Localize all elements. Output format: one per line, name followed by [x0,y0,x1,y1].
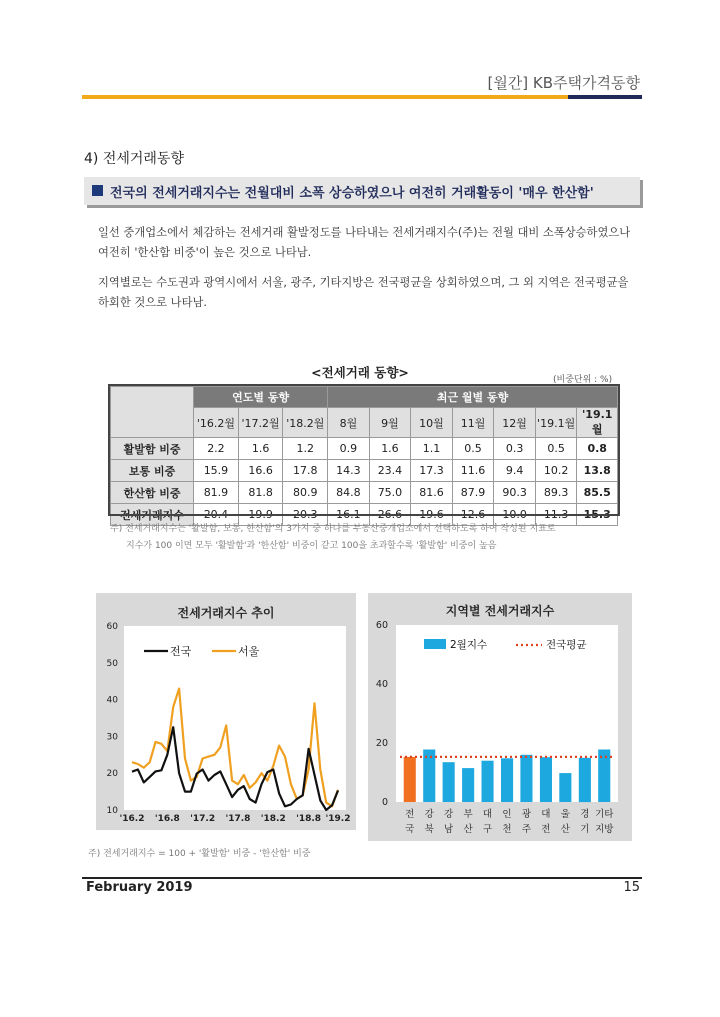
y-tick-label: 20 [375,738,388,749]
table-cell: 1.6 [238,438,283,460]
x-tick-label: 전 [405,809,415,820]
table-row [111,482,618,504]
x-tick-label: 국 [405,824,415,835]
table-cell: 10.0 [494,504,536,526]
bar [540,757,552,802]
table-cell: 81.6 [411,482,453,504]
table-note-1: 주) 전세거래지수는 '활발함, 보통, 한산함'의 3가지 중 하나를 부동산중개업소에서 선택하도록 하여 작성된 지표로 [110,524,556,534]
table-cell: 20.3 [283,504,328,526]
bar [559,773,571,802]
x-tick-label: 지방 [595,824,614,835]
x-tick-label: 기타 [595,809,614,820]
row-label: 한산함 비중 [111,482,194,504]
x-tick-label: 강 [444,809,454,820]
page-number: 15 [623,880,640,895]
section-title: 4) 전세거래동향 [84,151,184,167]
table-cell: 14.3 [328,460,370,482]
x-tick-label: 남 [444,824,454,835]
x-tick-label: '16.2 [119,814,145,824]
x-tick-label: 대 [482,809,493,820]
column-header: '18.2월 [283,408,328,438]
table-cell: 10.2 [535,460,577,482]
x-tick-label: 광 [521,809,532,820]
table-cell: 1.1 [411,438,453,460]
table-note-2: 지수가 100 이면 모두 '활발함'과 '한산함' 비중이 같고 100을 초과할수록 '활발함' 비중이 높음 [126,541,497,551]
x-tick-label: '17.8 [225,814,251,824]
table-cell: 1.6 [369,438,411,460]
y-tick-label: 10 [106,806,118,816]
table-cell: 0.5 [452,438,494,460]
table-cell: 20.4 [194,504,239,526]
bar-chart [368,593,632,841]
table-cell: 15.3 [577,504,618,526]
footer-divider [82,877,642,879]
table-cell: 85.5 [577,482,618,504]
row-label: 보통 비중 [111,460,194,482]
line-chart-title: 전세거래지수 추이 [177,606,275,620]
row-label: 활발함 비중 [111,438,194,460]
bar [404,757,416,802]
table-cell: 2.2 [194,438,239,460]
lease-trade-table [110,386,618,526]
table-cell: 90.3 [494,482,536,504]
table-cell: 13.8 [577,460,618,482]
row-label: 전세거래지수 [111,504,194,526]
table-cell: 11.6 [452,460,494,482]
column-header: 11월 [452,408,494,438]
line-chart-panel [96,593,356,830]
bar-chart-title: 지역별 전세거래지수 [445,604,555,618]
table-cell: 16.6 [238,460,283,482]
x-tick-label: 기 [580,824,590,835]
table-body [111,438,618,526]
group-header-month: 최근 월별 동향 [328,387,618,408]
bar [501,758,513,802]
x-tick-label: '18.8 [296,814,322,824]
table-cell: 0.8 [577,438,618,460]
x-tick-label: 부 [463,809,473,820]
x-tick-label: 산 [560,824,570,835]
legend-swatch [424,639,446,649]
table-cell: 19.9 [238,504,283,526]
x-tick-label: '16.8 [154,814,180,824]
table-cell: 9.4 [494,460,536,482]
y-tick-label: 20 [106,769,118,780]
summary-banner [84,177,640,205]
legend-label: 2월지수 [450,639,488,651]
x-tick-label: 대 [541,809,551,820]
table-unit: (비중단위 : %) [553,375,613,385]
table-row [111,438,618,460]
x-tick-label: 강 [424,809,434,820]
paragraph-regional: 지역별로는 수도권과 광역시에서 서울, 광주, 기타지방은 전국평균을 상회하였으며, 그 외 지역은 전국평균을 하회한 것으로 나타남. [98,276,629,309]
x-tick-label: 북 [424,824,434,835]
table-cell: 15.9 [194,460,239,482]
y-tick-label: 60 [375,620,388,631]
table-cell: 23.4 [369,460,411,482]
column-header: '16.2월 [194,408,239,438]
bar-chart-panel [368,593,632,841]
table-cell: 17.3 [411,460,453,482]
y-tick-label: 0 [381,797,388,808]
column-header: '19.1월 [535,408,577,438]
column-header: 9월 [369,408,411,438]
table-cell: 81.8 [238,482,283,504]
x-tick-label: '18.2 [260,814,286,824]
table-cell: 89.3 [535,482,577,504]
x-tick-label: 인 [502,809,512,820]
y-tick-label: 30 [106,732,118,743]
x-tick-label: '19.2 [325,814,351,824]
column-header: 10월 [411,408,453,438]
x-tick-label: 경 [580,809,590,820]
column-header: 8월 [328,408,370,438]
legend-label: 서울 [238,645,260,658]
column-header: 12월 [494,408,536,438]
bullet-square-icon [92,185,103,196]
x-tick-label: 울 [560,809,570,820]
bar [482,761,494,802]
table-cell: 80.9 [283,482,328,504]
table-cell: 12.6 [452,504,494,526]
group-header-year: 연도별 동향 [194,387,328,408]
table-cell: 0.9 [328,438,370,460]
column-header: '17.2월 [238,408,283,438]
y-tick-label: 50 [106,658,118,669]
x-tick-label: 주 [521,824,532,835]
table-cell: 81.9 [194,482,239,504]
bar [579,758,591,802]
table-cell: 0.3 [494,438,536,460]
legend-label: 전국 [170,645,192,658]
table-cell: 19.6 [411,504,453,526]
table-cell: 26.6 [369,504,411,526]
x-tick-label: 산 [463,824,473,835]
table-cell: 87.9 [452,482,494,504]
header-divider-accent [568,95,642,99]
y-tick-label: 40 [106,695,118,706]
table-cell: 11.3 [535,504,577,526]
summary-banner-text: 전국의 전세거래지수는 전월대비 소폭 상승하였으나 여전히 거래활동이 '매우 한산함' [110,186,594,201]
table-cell: 16.1 [328,504,370,526]
legend-label: 전국평균 [546,639,587,651]
table-cell: 0.5 [535,438,577,460]
x-tick-label: '17.2 [190,814,216,824]
header-divider [82,95,642,99]
y-tick-label: 60 [106,622,118,632]
line-chart [96,593,356,830]
footer-month: February 2019 [86,880,193,895]
bar [520,755,532,802]
report-title: [월간] KB주택가격동향 [487,74,640,92]
table-cell: 17.8 [283,460,328,482]
table-row [111,460,618,482]
bar [443,762,455,802]
y-tick-label: 40 [375,679,388,690]
x-tick-label: 구 [482,824,493,835]
table-cell: 1.2 [283,438,328,460]
chart-note: 주) 전세거래지수 = 100 + '활발함' 비중 - '한산함' 비중 [88,849,311,859]
table-corner [111,387,194,438]
table-cell: 75.0 [369,482,411,504]
x-tick-label: 천 [502,824,512,835]
table-cell: 84.8 [328,482,370,504]
table-title: <전세거래 동향> [311,365,409,380]
x-tick-label: 전 [541,824,551,835]
paragraph-summary: 일선 중개업소에서 체감하는 전세거래 활발정도를 나타내는 전세거래지수(주)는 전월 대비 소폭상승하였으나 여전히 '한산함 비중'이 높은 것으로 나타남. [98,226,631,259]
bar [462,768,474,802]
column-header: '19.1월 [577,408,618,438]
